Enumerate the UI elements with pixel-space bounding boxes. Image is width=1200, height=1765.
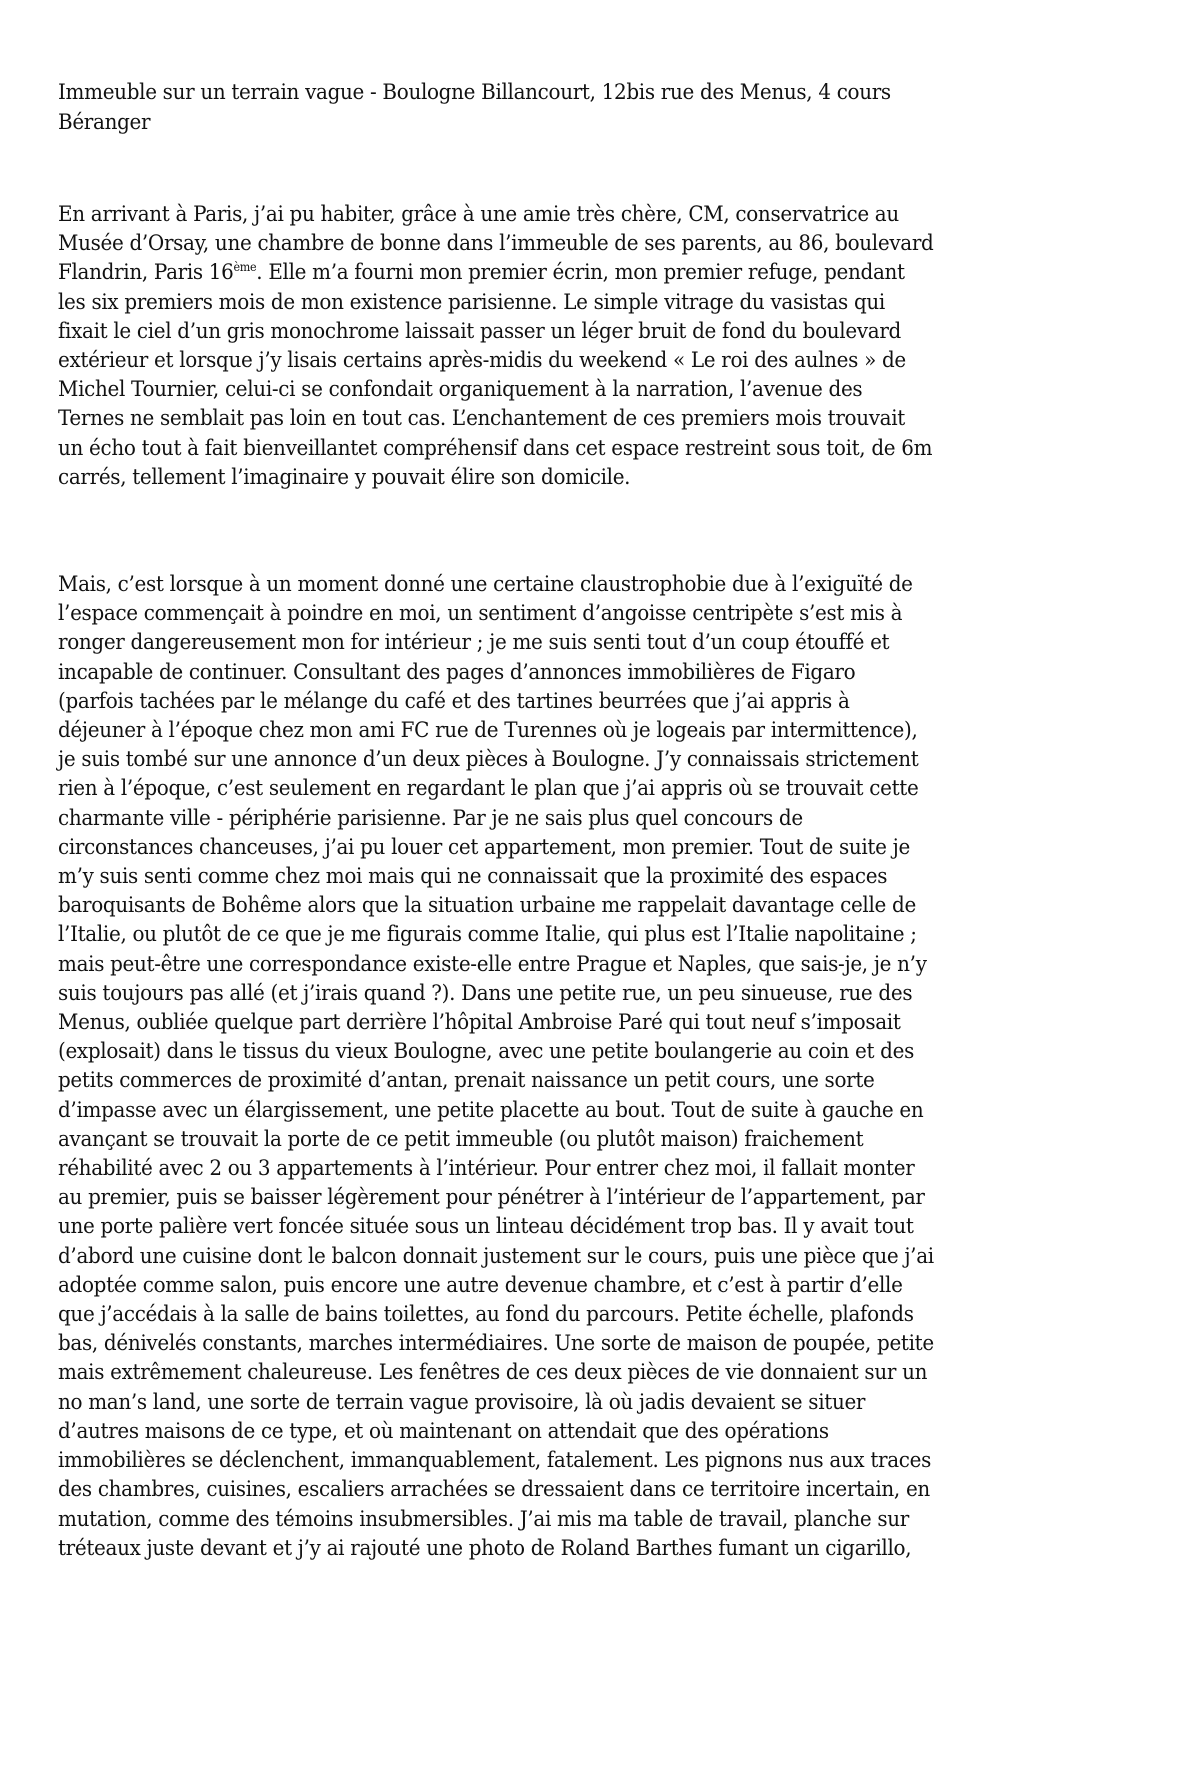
text-line: ronger dangereusement mon for intérieur ; je me suis senti tout d’un coup étouffé et (58, 630, 890, 656)
text-line: circonstances chanceuses, j’ai pu louer cet appartement, mon premier. Tout de suite je (58, 834, 910, 860)
text-line: tréteaux juste devant et j’y ai rajouté une photo de Roland Barthes fumant un cigarillo, (58, 1535, 912, 1561)
title-line: Béranger (58, 109, 151, 135)
superscript-ordinal: ème (233, 260, 257, 275)
text-line: immobilières se déclenchent, immanquablement, fatalement. Les pignons nus aux traces (58, 1448, 932, 1474)
text-line: (parfois tachées par le mélange du café et des tartines beurrées que j’ai appris à (58, 688, 850, 714)
title-line: Immeuble sur un terrain vague - Boulogne Billancourt, 12bis rue des Menus, 4 cours (58, 80, 891, 105)
text-line: Michel Tournier, celui-ci se confondait organiquement à la narration, l’avenue des (58, 377, 863, 403)
text-line: Menus, oubliée quelque part derrière l’hôpital Ambroise Paré qui tout neuf s’imposait (58, 1010, 901, 1036)
document-title (58, 78, 1158, 137)
text-line: réhabilité avec 2 ou 3 appartements à l’intérieur. Pour entrer chez moi, il fallait monter (58, 1156, 915, 1182)
text-line: m’y suis senti comme chez moi mais qui ne connaissait que la proximité des espaces (58, 864, 888, 890)
text-line: petits commerces de proximité d’antan, prenait naissance un petit cours, une sorte (58, 1068, 875, 1094)
text-line: que j’accédais à la salle de bains toilettes, au fond du parcours. Petite échelle, plafonds (58, 1302, 914, 1328)
text-line (58, 258, 1078, 287)
text-line: les six premiers mois de mon existence parisienne. Le simple vitrage du vasistas qui (58, 289, 885, 315)
text-line: une porte palière vert foncée située sous un linteau décidément trop bas. Il y avait tout (58, 1214, 914, 1240)
text-line: déjeuner à l’époque chez mon ami FC rue de Turennes où je logeais par intermittence), (58, 718, 918, 744)
text-line: Mais, c’est lorsque à un moment donné une certaine claustrophobie due à l’exiguïté de (58, 572, 913, 597)
text-line: je suis tombé sur une annonce d’un deux pièces à Boulogne. J’y connaissais strictement (58, 747, 919, 773)
text-line: d’impasse avec un élargissement, une petite placette au bout. Tout de suite à gauche en (58, 1097, 924, 1123)
text-line: suis toujours pas allé (et j’irais quand ?). Dans une petite rue, un peu sinueuse, rue des (58, 980, 913, 1006)
text-line: mutation, comme des témoins insubmersibles. J’ai mis ma table de travail, planche sur (58, 1506, 910, 1532)
text-line: l’Italie, ou plutôt de ce que je me figurais comme Italie, qui plus est l’Italie napolitaine ; (58, 922, 917, 948)
text-line: charmante ville - périphérie parisienne. Par je ne sais plus quel concours de (58, 805, 803, 831)
text-line: au premier, puis se baisser légèrement pour pénétrer à l’intérieur de l’appartement, par (58, 1185, 925, 1211)
text-line: bas, dénivelés constants, marches intermédiaires. Une sorte de maison de poupée, petite (58, 1331, 934, 1357)
text-fragment: . Elle m’a fourni mon premier écrin, mon premier refuge, pendant (256, 260, 905, 286)
text-line: Musée d’Orsay, une chambre de bonne dans l’immeuble de ses parents, au 86, boulevard (58, 231, 934, 257)
text-line: rien à l’époque, c’est seulement en regardant le plan que j’ai appris où se trouvait cette (58, 776, 919, 802)
text-line: avançant se trouvait la porte de ce petit immeuble (ou plutôt maison) fraichement (58, 1126, 864, 1152)
text-line: baroquisants de Bohême alors que la situation urbaine me rappelait davantage celle de (58, 893, 916, 919)
text-line: no man’s land, une sorte de terrain vague provisoire, là où jadis devaient se situer (58, 1389, 866, 1415)
text-line: des chambres, cuisines, escaliers arrachées se dressaient dans ce territoire incertain, en (58, 1477, 930, 1503)
text-line: extérieur et lorsque j’y lisais certains après-midis du weekend « Le roi des aulnes » de (58, 348, 906, 374)
text-line: fixait le ciel d’un gris monochrome laissait passer un léger bruit de fond du boulevard (58, 318, 901, 344)
paragraph-2 (58, 570, 1158, 1563)
text-line: mais peut-être une correspondance existe-elle entre Prague et Naples, que sais-je, je n’y (58, 951, 927, 977)
text-line: (explosait) dans le tissus du vieux Boulogne, avec une petite boulangerie au coin et des (58, 1039, 914, 1065)
text-line: adoptée comme salon, puis encore une autre devenue chambre, et c’est à partir d’elle (58, 1272, 903, 1298)
text-line: un écho tout à fait bienveillantet compréhensif dans cet espace restreint sous toit, de 6m (58, 435, 933, 461)
text-line: d’abord une cuisine dont le balcon donnait justement sur le cours, puis une pièce que j’ai (58, 1243, 934, 1269)
text-fragment: Flandrin, Paris 16 (58, 260, 234, 286)
text-line: d’autres maisons de ce type, et où maintenant on attendait que des opérations (58, 1418, 829, 1444)
paragraph-1 (58, 200, 1158, 492)
text-line: En arrivant à Paris, j’ai pu habiter, grâce à une amie très chère, CM, conservatrice au (58, 202, 899, 227)
text-line: incapable de continuer. Consultant des pages d’annonces immobilières de Figaro (58, 659, 856, 685)
text-line: mais extrêmement chaleureuse. Les fenêtres de ces deux pièces de vie donnaient sur un (58, 1360, 928, 1386)
text-line: carrés, tellement l’imaginaire y pouvait élire son domicile. (58, 464, 631, 490)
text-line: Ternes ne semblait pas loin en tout cas. L’enchantement de ces premiers mois trouvait (58, 406, 905, 432)
text-line: l’espace commençait à poindre en moi, un sentiment d’angoisse centripète s’est mis à (58, 601, 903, 627)
